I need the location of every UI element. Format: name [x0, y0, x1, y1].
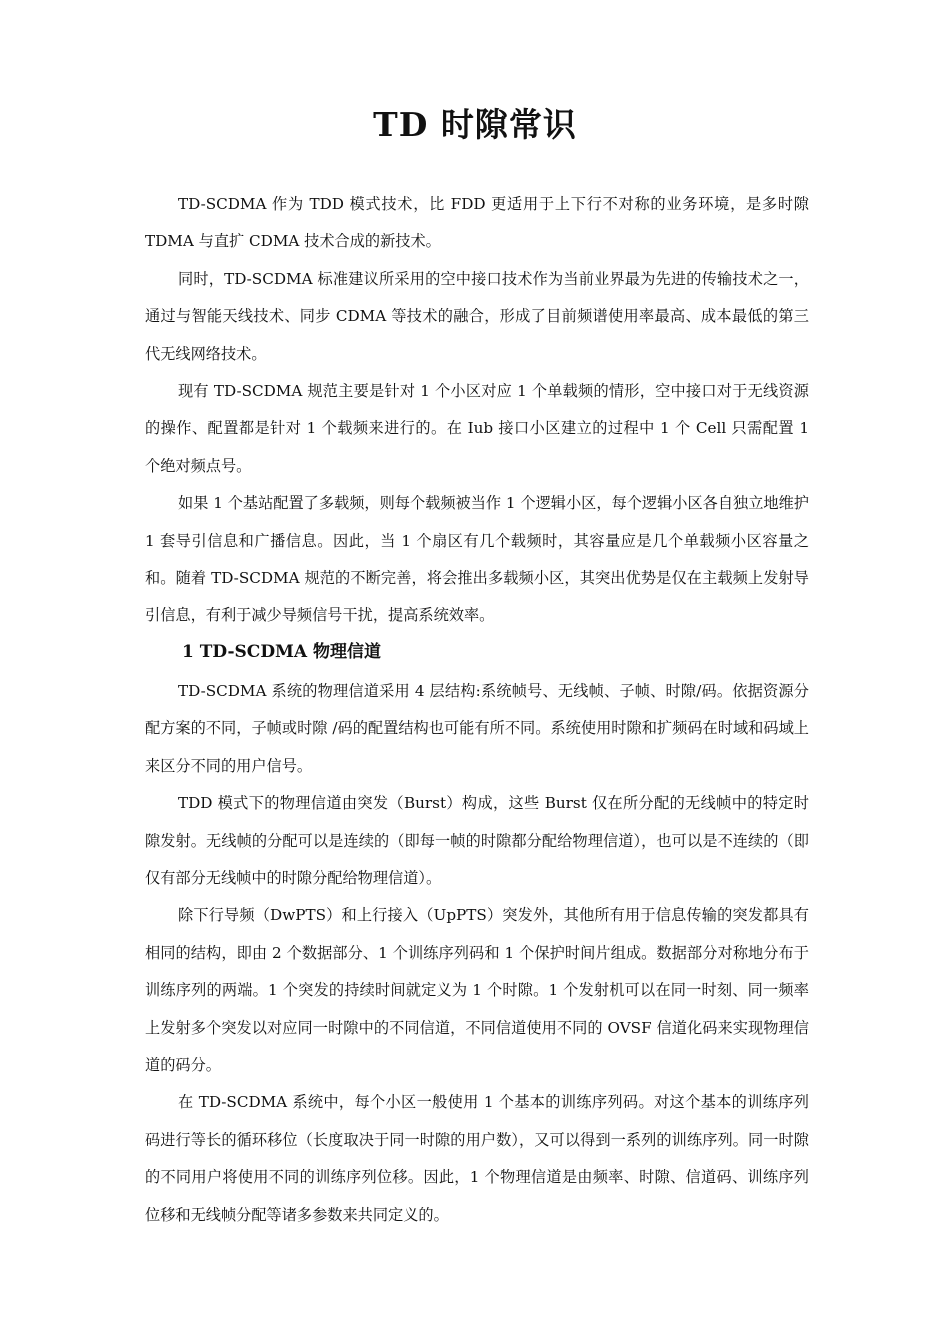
intro-paragraph-2: 同时，TD-SCDMA 标准建议所采用的空中接口技术作为当前业界最为先进的传输技术之一，通过与智能天线技术、同步 CDMA 等技术的融合，形成了目前频谱使用率最高、成本最低的第三代无线网络技术。 — [145, 269, 809, 363]
section-paragraph-4: 在 TD-SCDMA 系统中，每个小区一般使用 1 个基本的训练序列码。对这个基本的训练序列码进行等长的循环移位（长度取决于同一时隙的用户数），又可以得到一系列的训练序列。同一时隙的不同用户将使用不同的训练序列位移。因此，1 个物理信道是由频率、时隙、信道码、训练序列位移和无线帧分配等诸多参数来共同定义的。 — [145, 1093, 809, 1224]
section-paragraph-2: TDD 模式下的物理信道由突发（Burst）构成，这些 Burst 仅在所分配的无线帧中的特定时隙发射。无线帧的分配可以是连续的（即每一帧的时隙都分配给物理信道），也可以是不连续的（即仅有部分无线帧中的时隙分配给物理信道）。 — [145, 794, 809, 887]
intro-paragraph-3: 现有 TD-SCDMA 规范主要是针对 1 个小区对应 1 个单载频的情形，空中接口对于无线资源的操作、配置都是针对 1 个载频来进行的。在 Iub 接口小区建立的过程中 1 个 Cell 只需配置 1 个绝对频点号。 — [145, 382, 809, 475]
section-paragraph-1: TD-SCDMA 系统的物理信道采用 4 层结构:系统帧号、无线帧、子帧、时隙/码。依据资源分配方案的不同，子帧或时隙 /码的配置结构也可能有所不同。系统使用时隙和扩频码在时域和码域上来区分不同的用户信号。 — [145, 681, 809, 775]
section-heading-physical-channel: 1 TD-SCDMA 物理信道 — [182, 641, 381, 662]
section-paragraph-3: 除下行导频（DwPTS）和上行接入（UpPTS）突发外，其他所有用于信息传输的突发都具有相同的结构，即由 2 个数据部分、1 个训练序列码和 1 个保护时间片组成。数据部分对称地分布于训练序列的两端。1 个突发的持续时间就定义为 1 个时隙。1 个发射机可以在同一时刻、同一频率上发射多个突发以对应同一时隙中的不同信道，不同信道使用不同的 OVSF 信道化码来实现物理信道的码分。 — [145, 906, 809, 1074]
intro-paragraph-4: 如果 1 个基站配置了多载频，则每个载频被当作 1 个逻辑小区，每个逻辑小区各自独立地维护 1 套导引信息和广播信息。因此，当 1 个扇区有几个载频时，其容量应是几个单载频小区容量之和。随着 TD-SCDMA 规范的不断完善，将会推出多载频小区，其突出优势是仅在主载频上发射导引信息，有利于减少导频信号干扰，提高系统效率。 — [145, 494, 809, 625]
document-body — [145, 186, 809, 1234]
intro-paragraph-1: TD-SCDMA 作为 TDD 模式技术，比 FDD 更适用于上下行不对称的业务环境，是多时隙 TDMA 与直扩 CDMA 技术合成的新技术。 — [145, 195, 809, 251]
document-title: TD 时隙常识 — [373, 105, 577, 144]
